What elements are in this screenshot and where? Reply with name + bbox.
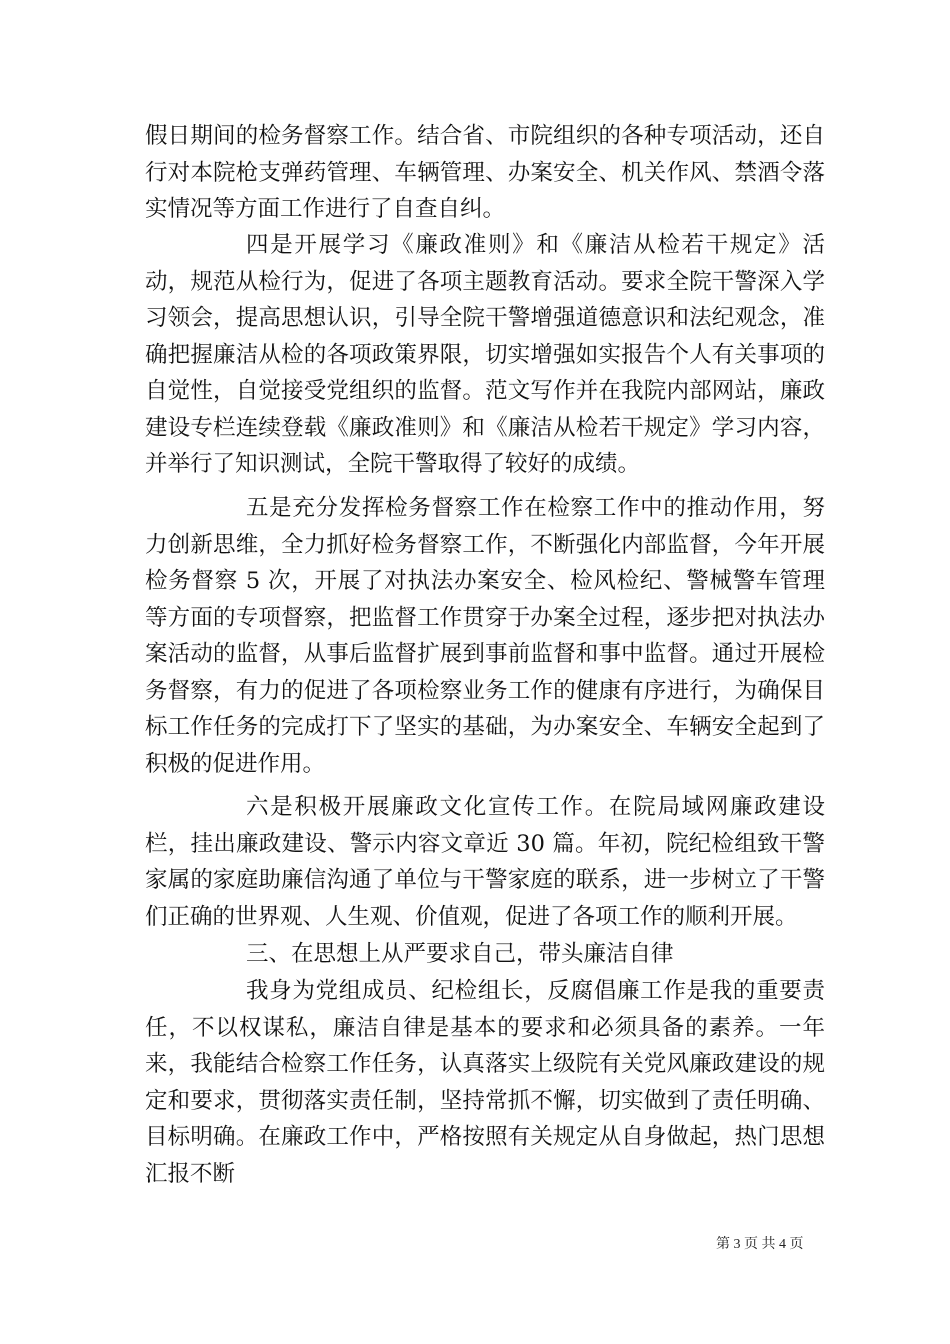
- paragraph-item-five: 五是充分发挥检务督察工作在检察工作中的推动作用，努力创新思维，全力抓好检务督察工作，不断强化内部监督，今年开展检务督察 5 次，开展了对执法办案安全、检风检纪、警械警车管理等方面的专项督察，把监督工作贯穿于办案全过程，逐步把对执法办案活动的监督，从事后监督扩展到事前监督和事中监督。通过开展检务督察，有力的促进了各项检察业务工作的健康有序进行，为确保目标工作任务的完成打下了坚实的基础，为办案安全、车辆安全起到了积极的促进作用。: [145, 495, 825, 777]
- paragraph-continuation: 假日期间的检务督察工作。结合省、市院组织的各种专项活动，还自行对本院枪支弹药管理、车辆管理、办案安全、机关作风、禁酒令落实情况等方面工作进行了自查自纠。: [145, 123, 825, 222]
- section-heading-three: 三、在思想上从严要求自己，带头廉洁自律: [246, 941, 674, 967]
- paragraph-item-four: 四是开展学习《廉政准则》和《廉洁从检若干规定》活动，规范从检行为，促进了各项主题教育活动。要求全院干警深入学习领会，提高思想认识，引导全院干警增强道德意识和法纪观念，准确把握廉洁从检的各项政策界限，切实增强如实报告个人有关事项的自觉性，自觉接受党组织的监督。范文写作并在我院内部网站，廉政建设专栏连续登载《廉政准则》和《廉洁从检若干规定》学习内容，并举行了知识测试，全院干警取得了较好的成绩。: [145, 232, 825, 477]
- paragraph-item-six: 六是积极开展廉政文化宣传工作。在院局域网廉政建设栏，挂出廉政建设、警示内容文章近 30 篇。年初，院纪检组致干警家属的家庭助廉信沟通了单位与干警家庭的联系，进一步树立了干警们正确的世界观、人生观、价值观，促进了各项工作的顺利开展。: [145, 794, 825, 930]
- page-number: 第 3 页 共 4 页: [716, 1237, 804, 1252]
- paragraph-self-discipline: 我身为党组成员、纪检组长，反腐倡廉工作是我的重要责任，不以权谋私，廉洁自律是基本的要求和必须具备的素养。一年来，我能结合检察工作任务，认真落实上级院有关党风廉政建设的规定和要求，贯彻落实责任制，坚持常抓不懈，切实做到了责任明确、目标明确。在廉政工作中，严格按照有关规定从自身做起，热门思想汇报不断: [145, 978, 825, 1187]
